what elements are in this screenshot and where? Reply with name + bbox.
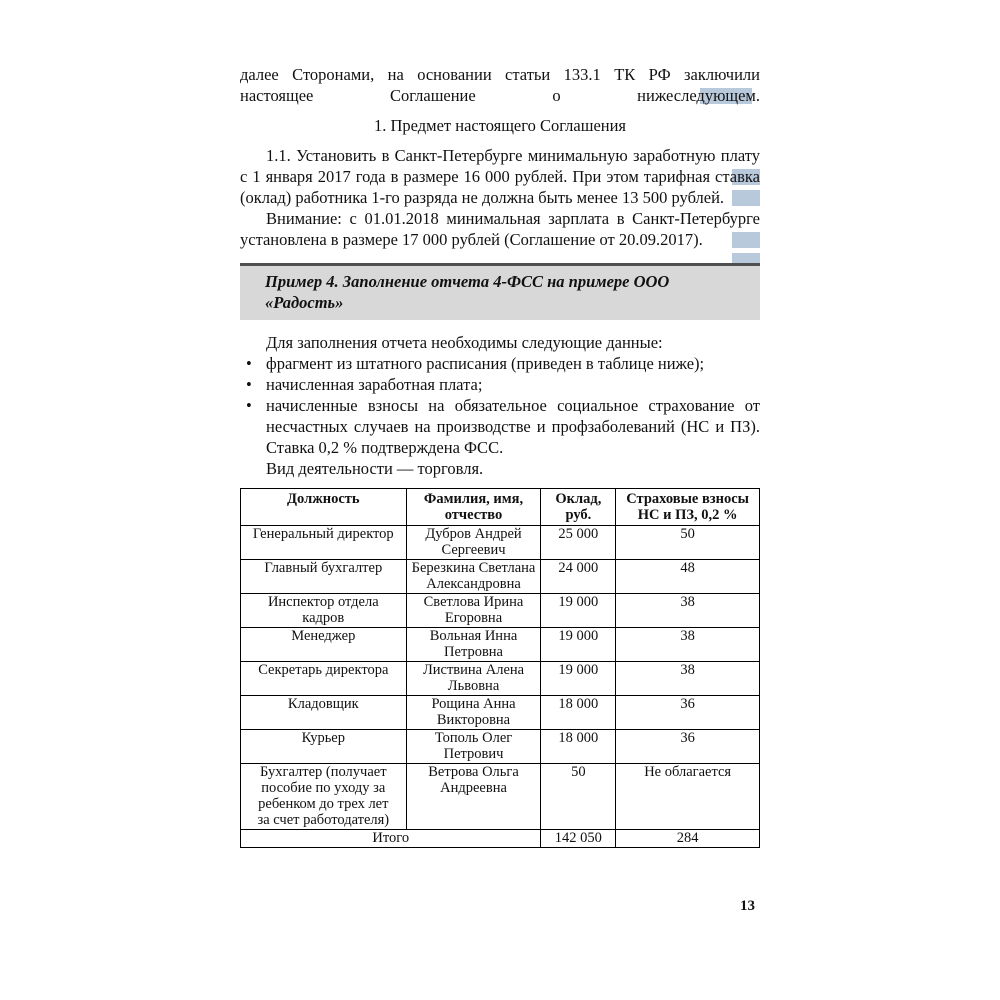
- paragraph-activity: Вид деятельности — торговля.: [266, 459, 484, 478]
- cell-name: Дубров Андрей Сергеевич: [406, 526, 541, 560]
- cell-position: Курьер: [241, 730, 407, 764]
- example-title: Пример 4. Заполнение отчета 4-ФСС на примере ООО «Радость»: [265, 272, 670, 312]
- cell-name: Листвина Алена Львовна: [406, 662, 541, 696]
- col-header-position: Должность: [241, 489, 407, 526]
- paragraph-intro: далее Сторонами, на основании статьи 133.1 ТК РФ заключили настоящее Соглашение о нижеследующем.: [240, 65, 760, 105]
- cell-salary: 24 000: [541, 560, 616, 594]
- table-header-row: [241, 489, 760, 526]
- cell-name: Светлова Ирина Егоровна: [406, 594, 541, 628]
- cell-salary: 19 000: [541, 594, 616, 628]
- cell-salary: 19 000: [541, 628, 616, 662]
- section-heading: 1. Предмет настоящего Соглашения: [373, 116, 627, 135]
- cell-salary: 25 000: [541, 526, 616, 560]
- bullet-item: • начисленные взносы на обязательное социальное страхование от несчастных случаев на производстве и профзаболеваний (НС и ПЗ). Ставка 0,2 % подтверждена ФСС.: [240, 395, 760, 458]
- page-number: 13: [740, 898, 755, 914]
- cell-contribution: 48: [616, 560, 760, 594]
- cell-position: Главный бухгалтер: [241, 560, 407, 594]
- table-row: [241, 526, 760, 560]
- cell-salary: 50: [541, 764, 616, 830]
- example-box: [240, 263, 760, 320]
- cell-total-salary: 142 050: [541, 830, 616, 848]
- cell-contribution: 38: [616, 594, 760, 628]
- cell-salary: 18 000: [541, 730, 616, 764]
- table-row: [241, 594, 760, 628]
- cell-contribution: 36: [616, 730, 760, 764]
- cell-name: Тополь Олег Петрович: [406, 730, 541, 764]
- paragraph-data-intro: Для заполнения отчета необходимы следующие данные:: [266, 333, 663, 352]
- table-row: [241, 560, 760, 594]
- paragraph-1-1: 1.1. Установить в Санкт-Петербурге минимальную заработную плату с 1 января 2017 года в размере 16 000 рублей. При этом тарифная ставка (оклад) работника 1-го разряда не должна быть менее 13 500 рублей.: [240, 146, 760, 207]
- cell-name: Березкина Светлана Александровна: [406, 560, 541, 594]
- col-header-salary: Оклад, руб.: [541, 489, 616, 526]
- cell-position: Кладовщик: [241, 696, 407, 730]
- cell-name: Вольная Инна Петровна: [406, 628, 541, 662]
- cell-position: Секретарь директора: [241, 662, 407, 696]
- cell-salary: 19 000: [541, 662, 616, 696]
- table-row: [241, 662, 760, 696]
- col-header-contribution: Страховые взносы НС и ПЗ, 0,2 %: [616, 489, 760, 526]
- cell-contribution: 38: [616, 628, 760, 662]
- bullet-list: [240, 353, 760, 458]
- cell-name: Ветрова Ольга Андреевна: [406, 764, 541, 830]
- cell-contribution: 50: [616, 526, 760, 560]
- table-row: [241, 764, 760, 830]
- cell-total-label: Итого: [241, 830, 541, 848]
- cell-name: Рощина Анна Викторовна: [406, 696, 541, 730]
- cell-contribution: Не облагается: [616, 764, 760, 830]
- col-header-name: Фамилия, имя, отчество: [406, 489, 541, 526]
- cell-position: Инспектор отдела кадров: [241, 594, 407, 628]
- paragraph-attention: Внимание: с 01.01.2018 минимальная зарплата в Санкт-Петербурге установлена в размере 17 000 рублей (Соглашение от 20.09.2017).: [240, 209, 760, 249]
- table-row: [241, 628, 760, 662]
- cell-position: Генеральный директор: [241, 526, 407, 560]
- bullet-item: • фрагмент из штатного расписания (приведен в таблице ниже);: [240, 353, 760, 374]
- table-row: [241, 696, 760, 730]
- page-content: [240, 64, 760, 848]
- cell-position: Бухгалтер (получает пособие по уходу за ребенком до трех лет за счет работодателя): [241, 764, 407, 830]
- table-row: [241, 730, 760, 764]
- cell-position: Менеджер: [241, 628, 407, 662]
- staff-table: [240, 488, 760, 848]
- cell-contribution: 38: [616, 662, 760, 696]
- table-total-row: [241, 830, 760, 848]
- cell-salary: 18 000: [541, 696, 616, 730]
- cell-contribution: 36: [616, 696, 760, 730]
- cell-total-contribution: 284: [616, 830, 760, 848]
- bullet-item: • начисленная заработная плата;: [240, 374, 760, 395]
